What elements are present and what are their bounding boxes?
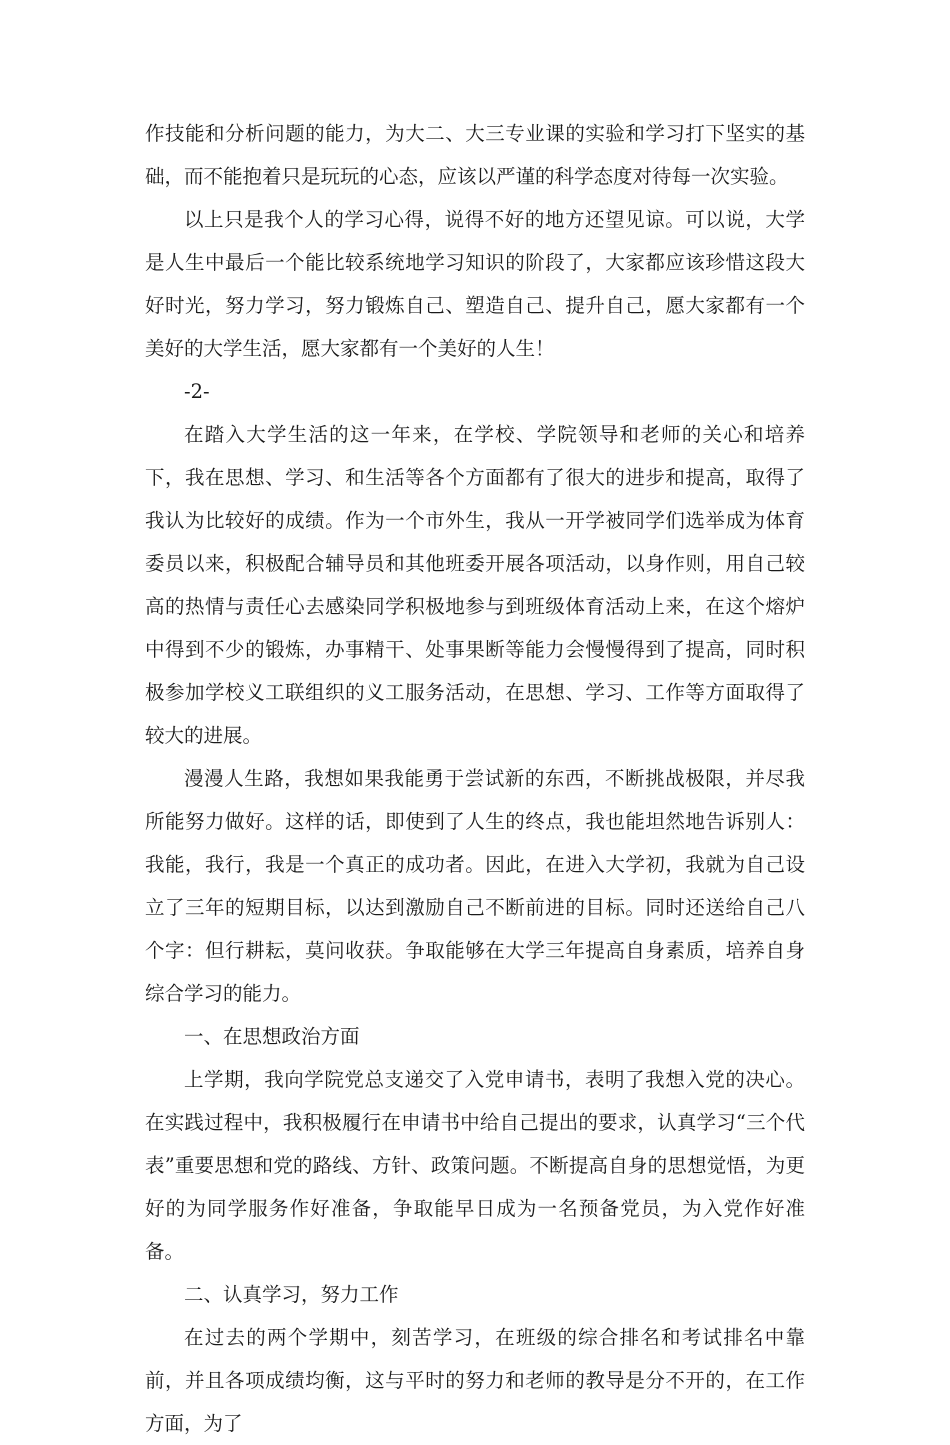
document-body	[145, 112, 805, 1445]
heading-study-work: 二、认真学习，努力工作	[184, 1283, 399, 1306]
paragraph-first-year: 在踏入大学生活的这一年来，在学校、学院领导和老师的关心和培养下，我在思想、学习、和生活等各个方面都有了很大的进步和提高，取得了我认为比较好的成绩。作为一个市外生，我从一开学被同学们选举成为体育委员以来，积极配合辅导员和其他班委开展各项活动，以身作则，用自己较高的热情与责任心去感染同学积极地参与到班级体育活动上来，在这个熔炉中得到不少的锻炼，办事精干、处事果断等能力会慢慢得到了提高，同时积极参加学校义工联组织的义工服务活动，在思想、学习、工作等方面取得了较大的进展。	[145, 423, 805, 747]
paragraph-study-results: 在过去的两个学期中，刻苦学习，在班级的综合排名和考试排名中靠前，并且各项成绩均衡，这与平时的努力和老师的教导是分不开的，在工作方面，为了	[145, 1326, 805, 1435]
paragraph-party-application: 上学期，我向学院党总支递交了入党申请书，表明了我想入党的决心。在实践过程中，我积极履行在申请书中给自己提出的要求，认真学习“三个代表”重要思想和党的路线、方针、政策问题。不断提高自身的思想觉悟，为更好的为同学服务作好准备，争取能早日成为一名预备党员，为入党作好准备。	[145, 1068, 805, 1263]
section-marker: -2-	[184, 380, 210, 403]
paragraph-continuation: 作技能和分析问题的能力，为大二、大三专业课的实验和学习打下坚实的基础，而不能抱着只是玩玩的心态，应该以严谨的科学态度对待每一次实验。	[145, 122, 805, 188]
paragraph-learning-summary: 以上只是我个人的学习心得，说得不好的地方还望见谅。可以说，大学是人生中最后一个能比较系统地学习知识的阶段了，大家都应该珍惜这段大好时光，努力学习，努力锻炼自己、塑造自己、提升自己，愿大家都有一个美好的大学生活，愿大家都有一个美好的人生！	[145, 208, 805, 360]
heading-ideology: 一、在思想政治方面	[184, 1025, 360, 1048]
paragraph-life-goals: 漫漫人生路，我想如果我能勇于尝试新的东西，不断挑战极限，并尽我所能努力做好。这样的话，即使到了人生的终点，我也能坦然地告诉别人：我能，我行，我是一个真正的成功者。因此，在进入大学初，我就为自己设立了三年的短期目标，以达到激励自己不断前进的目标。同时还送给自己八个字：但行耕耘，莫问收获。争取能够在大学三年提高自身素质，培养自身综合学习的能力。	[145, 767, 805, 1005]
